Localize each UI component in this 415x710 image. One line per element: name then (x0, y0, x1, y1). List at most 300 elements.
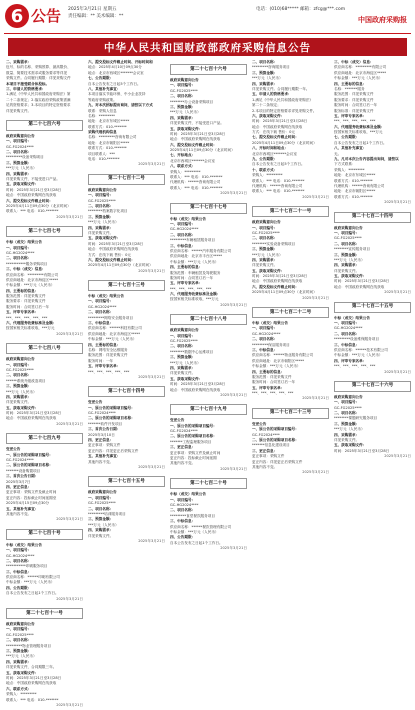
notice-line: 一、项目编号： (170, 83, 196, 88)
notice-line: 中标（成交）结果公告 (6, 542, 42, 547)
notice-line: 自本公告发布之日起5个工作日。 (88, 81, 141, 86)
notice-line: 2025年4月15日09点30分 (6, 501, 50, 506)
notice-line: ***、***、***、***、*** (252, 391, 294, 396)
notice-line: ***、***、***、***、*** (334, 364, 376, 369)
notice-line: 地点：中国政府采购网在线获取 (252, 279, 303, 284)
notice-line: 供应商名称：******汽车服务有限公司 (170, 248, 232, 253)
notice-line: 四、采购需求： (6, 394, 32, 399)
notice-line: 2025年3月21日 (384, 454, 411, 459)
notice-line: 三、预算金额： (170, 355, 196, 360)
notice-line: 2025年3月21日 (56, 331, 83, 336)
notice-line: 一、项目编号： (6, 548, 32, 553)
notice-line: 地址：北京市朝阳区***** (334, 189, 376, 194)
notice-line: 2025年4月11日09点30分（北京时间） (170, 148, 235, 153)
notice-line: 六、代理服务收费标准及金额： (334, 124, 385, 129)
notice-title: 第二十七百二十一号 (252, 206, 329, 217)
notice-block (252, 408, 329, 478)
contact-info: 电话：(010)68***** 邮箱：zfcg@***.com (256, 7, 346, 12)
notice-line: 八、联系方式： (170, 164, 196, 169)
notice-line: 一、项目编号： (334, 400, 360, 405)
notice-line: 代理机构：******咨询有限公司 (170, 180, 221, 185)
notice-line: ***万元（人民币） (334, 427, 365, 432)
notice-line: GC-FG2025**** (170, 339, 198, 344)
notice-line: 地点：中国政府采购网在线获取 (6, 681, 57, 686)
notice-line: 详见采购文件。 (88, 533, 114, 538)
notice-line: 二、项目名称： (170, 232, 196, 237)
notice-line: 联系人：*** 电话：010-******* (170, 185, 223, 190)
notice-block (6, 433, 83, 524)
notice-line: 电话：010-******* (88, 157, 120, 162)
notice-line: 时间：2025年3月21日至3月28日 (6, 187, 62, 192)
notice-line: 方式：在线下载 售价：0元 (252, 130, 295, 135)
notice-line: 更正内容：详见更正后采购文件 (88, 448, 139, 453)
notice-line: 方式：在线下载 售价：0元 (88, 252, 131, 257)
notice-block (6, 120, 83, 222)
notice-line: 四、公告期限： (6, 585, 32, 590)
notice-line: 时间：2025年3月21日至3月28日 (170, 382, 226, 387)
notice-title: 第二十七百十七号 (170, 203, 247, 214)
notice-title: 第二十七百十五号 (88, 476, 165, 487)
notice-line: 二、项目名称： (252, 60, 278, 64)
notice-line: 2025年4月11日09点30分（北京时间） (252, 140, 317, 145)
notice-line: 四、更正信息： (6, 485, 32, 489)
notice-line: 中标金额：***万元（人民币） (252, 364, 301, 369)
notice-line: 一、项目编号： (6, 362, 32, 367)
notice-line: 供应商名称：*********有限公司 (334, 65, 387, 70)
notice-line: GC-HG2024**** (170, 227, 199, 232)
notice-column (334, 60, 411, 710)
notice-line: 二、项目名称： (88, 310, 114, 315)
notice-title: 第二十七百二十号 (170, 478, 247, 489)
notice-line: 二、采购需求： (6, 60, 32, 64)
notice-line: 2025年3月21日 (138, 268, 165, 273)
notice-line: ***万元（人民币） (252, 252, 283, 257)
notice-line: 二、项目名称： (170, 344, 196, 349)
notice-title: 第二十七百十六号 (170, 64, 247, 75)
notice-line: 采购人：********* (6, 692, 37, 697)
notice-line: 三、中标信息： (88, 321, 114, 326)
notice-block (88, 280, 165, 382)
notice-line: 更正事项：采购文件 (252, 454, 285, 459)
notice-block (170, 314, 247, 400)
notice-line: 五、获取采购文件： (6, 670, 39, 675)
notice-line: 一、项目编号： (88, 299, 114, 304)
notice-line: 二、项目名称： (6, 373, 32, 378)
notice-line: 七、提交投标文件截止时间： (252, 135, 299, 140)
notice-line: 1.满足《中华人民共和国政府采购法》 (252, 97, 313, 102)
notice-line: ***********服务采购项目 (6, 261, 48, 266)
notice-line: 四、主要标的信息： (252, 369, 285, 374)
notice-line: 五、获取采购文件： (6, 182, 39, 187)
notice-line: 四、采购需求： (334, 432, 360, 437)
notice-line: 联系方式：010-******* (334, 178, 373, 183)
notice-line: 2025年3月21日 (56, 596, 83, 601)
notice-line: 政府采购意向公告 (334, 394, 363, 399)
notice-line: *********网络安全服务项目 (88, 315, 133, 320)
notice-line: 采购文件。合同履行期限：详见采购文件 (6, 76, 71, 81)
notice-line: 2025年3月21日 (138, 374, 165, 379)
notice-line: 五、申请人的资格要求： (252, 92, 292, 97)
notice-line: 2025年4月11日09点30分（北京时间） (6, 203, 71, 208)
notice-line: GC-HG2024**** (6, 250, 35, 255)
notice-line: 二、项目名称： (170, 508, 196, 513)
notice-line: 一、项目编号： (170, 333, 196, 338)
notice-line: 供应商名称：*********有限公司 (6, 272, 59, 277)
newspaper-logo: 中国政府采购报 (358, 15, 407, 24)
notice-line: 四、采购需求： (170, 115, 196, 120)
notice-line: 二、项目名称： (6, 638, 32, 643)
notice-line: 详见采购文件。 (88, 230, 114, 235)
notice-line: 一、项目编号： (170, 497, 196, 502)
notice-line: 名称：网络安全运维服务 (88, 347, 128, 352)
notice-line: 六、提交投标文件截止时间： (88, 257, 135, 262)
notice-line: 供应商名称：******餐饮管理有限公司 (170, 524, 232, 529)
notice-line: 服务标准：详见采购文件 (334, 108, 374, 113)
notice-line: 七、公告期限： (334, 135, 360, 140)
notice-line: 地点：中国政府采购网在线获取 (170, 137, 221, 142)
notice-line: *******软件开发项目 (88, 421, 123, 426)
notice-line: 服务时间：合同签订后一年 (170, 275, 214, 280)
notice-title: 第二十七百十八号 (170, 314, 247, 325)
notice-line: ***、***、***、***、*** (88, 369, 130, 374)
notice-line: 采购人：********* (170, 169, 201, 174)
notice-line: 一、原公告的采购项目编号： (170, 423, 217, 428)
notice-line: 五、获取采购文件： (252, 268, 285, 273)
notice-line: 服务要求：详见采购文件 (6, 299, 46, 304)
notice-line: GC-FG2024**** (6, 458, 34, 463)
notice-line: 二、项目名称： (252, 236, 278, 241)
editor-credits: 责任编辑：** 美术编辑：** (68, 14, 124, 19)
notice-line: 中标金额：***万元（人民币） (334, 353, 383, 358)
notice-line: *********食堂餐饮服务项目 (170, 513, 215, 518)
notice-line: 三、预算金额： (88, 214, 114, 219)
notice-line: 更正事项：采购文件及截止时间 (170, 450, 221, 455)
notice-line: 采购人：********* (252, 173, 283, 178)
notice-line: 等政府采购政策。 (88, 97, 117, 102)
notice-block (334, 60, 411, 208)
notice-line: 其他内容不变。 (88, 459, 114, 464)
notice-line: 联系人：*** 电话：010-******* (6, 209, 59, 214)
notice-line: 详见采购文件。 (6, 400, 32, 405)
notice-line: 服务范围：详见采购文件 (88, 353, 128, 358)
notice-line: 二、项目名称： (6, 558, 32, 563)
notice-line: 2025年3月21日 (384, 369, 411, 374)
notice-line: 中标金额：***万元（人民币） (334, 76, 383, 81)
notice-line: 服务时间：合同签订后一年 (334, 103, 378, 108)
notice-block (88, 174, 165, 276)
notice-line: 供应商地址：北京市海淀区***** (88, 331, 141, 336)
notice-line: 地点：中国政府采购网在线获取 (6, 193, 57, 198)
notice-line: 五、获取采购文件： (334, 274, 367, 279)
notice-line: 九、凡对本次公告内容提出询问，请按以 (334, 157, 399, 162)
notice-line: 2025年3月21日 (384, 290, 411, 295)
notice-line: 联系方式：010-******* (88, 124, 127, 129)
notice-line: 2025年3月21日 (138, 465, 165, 469)
notice-line: 自本公告发布之日起1个工作日。 (334, 140, 387, 145)
notice-line: 北京市西城区*******会议室 (170, 158, 215, 163)
notice-line: ***万元（人民币） (170, 110, 201, 115)
notice-block (6, 60, 83, 116)
notice-line: 政府采购意向公告 (334, 225, 363, 230)
notice-line: 自本公告发布之日起1个工作日。 (170, 540, 223, 545)
notice-line: 六、代理服务收费标准及金额： (6, 321, 57, 326)
notice-line: 地点：中国政府采购网在线获取 (334, 284, 385, 289)
notice-line: 地址：北京市朝阳区***** (88, 140, 130, 145)
notice-line: 详见采购文件，不接受进口产品。 (170, 121, 224, 126)
notice-line: 供应商名称：******技术有限公司 (334, 347, 388, 352)
notice-line: 二、项目名称： (6, 256, 32, 261)
notice-line: 更正内容：投标截止时间延期至 (6, 495, 57, 500)
notice-line: 详见采购文件。合同履行期限一年。 (252, 86, 310, 91)
notice-line: 三、预算金额： (6, 160, 32, 165)
notice-line: 一、项目编号： (6, 627, 32, 632)
notice-line: 四、采购需求： (252, 257, 278, 262)
notice-line: 三、中标（成交）信息： (6, 267, 46, 272)
notice-line: 2025年4月11日09点30分（北京时间） (252, 290, 317, 295)
notice-line: 一、原公告的采购项目编号： (6, 452, 53, 457)
notice-title: 第二十七百十号 (6, 529, 83, 540)
notice-line: 供应商名称：******科技有限公司 (88, 326, 142, 331)
notice-line: 地点：中国政府采购网在线获取 (88, 247, 139, 252)
notice-line: 五、获取采购文件： (170, 376, 203, 381)
notice-line: *******工程监理服务项目 (170, 439, 212, 444)
notice-line: 四、采购需求： (88, 528, 114, 533)
notice-line: 二、项目名称： (334, 411, 360, 416)
notice-line: *********培训服务项目 (88, 511, 126, 516)
notice-line: 三、申请人的资格要求： (6, 86, 46, 91)
notice-line: 按国家相关标准收取，***万元 (334, 130, 383, 135)
notice-line: 三、预算金额： (6, 384, 32, 389)
notice-line: GC-HG2024**** (252, 331, 281, 336)
notice-block (88, 386, 165, 472)
notice-block (170, 478, 247, 553)
notice-line: 六、代理服务收费标准及金额： (170, 292, 221, 297)
notice-line: GC-FG2025**** (6, 367, 34, 372)
notice-column (170, 60, 247, 710)
notice-line: 联系人：*** 电话：010-******* (252, 178, 305, 183)
notice-line: 供应商名称：******印刷有限公司 (6, 575, 60, 580)
notice-line: 二、项目名称： (334, 241, 360, 246)
notice-line: GC-FG2025**** (88, 198, 116, 203)
notice-line: GC-HG2024**** (334, 326, 363, 331)
notice-line: 时间：2025年3月21日至3月28日 (334, 448, 390, 453)
notice-line: 联系方式：010-******* (88, 146, 127, 151)
notice-line: 2025年3月7日 (6, 479, 31, 484)
notice-line: 名称：*******服务 (334, 86, 365, 91)
notice-line: 名称：********* (88, 113, 115, 118)
notice-line: 二、项目名称： (6, 150, 32, 155)
notice-line: *******信息化建设项目 (252, 443, 290, 448)
notice-line: 项目联系人：*** (88, 151, 115, 156)
notice-line: 政府采购意向公告 (88, 490, 117, 495)
notice-line: 六、提交投标文件截止时间： (252, 284, 299, 289)
notice-block (6, 226, 83, 339)
notice-line: 供应商地址：北京市朝阳区***** (252, 358, 305, 363)
notice-line: 本项目不接受联合体投标。 (6, 81, 50, 86)
notice-line: 六、提交投标文件截止时间： (170, 142, 217, 147)
notice-line: 2025年3月21日 (220, 191, 247, 196)
notice-line: 时间：2025年3月21日至3月28日 (170, 131, 226, 136)
notice-line: 二、项目名称： (88, 203, 114, 208)
notice-line: 三、中标信息： (6, 569, 32, 574)
notice-line: 五、评审专家名单： (252, 385, 285, 390)
notice-line: 六、获取采购文件： (252, 113, 285, 118)
notice-line: 无。 (334, 151, 342, 156)
notice-line: 自本公告发布之日起5个工作日。 (252, 162, 305, 167)
notice-line: 更正内容：详见更正后采购文件 (252, 459, 303, 464)
notice-line: 五、其他补充事宜： (6, 506, 39, 511)
notice-line: ***、***、***、***、*** (334, 119, 376, 124)
notice-line: ******系统升级改造项目 (6, 378, 46, 383)
notice-line: GC-FG2025**** (88, 501, 116, 506)
notice-line: 四、评审专家名单： (334, 358, 367, 363)
notice-line: GC-FG2024**** (252, 432, 280, 437)
notice-columns (6, 60, 411, 707)
notice-line: 一、项目编号： (252, 326, 278, 331)
notice-line: 2025年3月10日 (88, 432, 115, 437)
notice-line: 2025年3月21日 (220, 302, 247, 307)
notice-line: 2025年3月21日 (220, 466, 247, 471)
notice-block (252, 60, 329, 202)
notice-line: 三、预算金额： (334, 252, 360, 257)
notice-line: *********设备采购项目 (6, 155, 44, 160)
notice-line: 名称：*********咨询有限公司 (88, 135, 137, 140)
notice-line: 二、原公告的采购项目名称： (6, 463, 53, 468)
notice-line: 2025年3月21日 (56, 517, 83, 522)
notice-line: *********咨询服务项目 (252, 65, 290, 70)
notice-line: 按国家相关标准收取，***万元 (6, 326, 55, 331)
notice-line: 四、主要标的信息： (6, 288, 39, 293)
notice-line: 三、更正信息： (170, 445, 196, 450)
notice-line: 足的资格要求；3.本项目的特定资格要求 (6, 103, 71, 108)
notice-block (88, 476, 165, 546)
notice-line: 三、中标信息： (334, 342, 360, 347)
notice-line: 九、公告期限： (252, 157, 278, 162)
notice-line: 中标金额：***万元（人民币） (88, 337, 137, 342)
notice-line: 政府采购意向公告 (170, 78, 199, 82)
notice-line: 四、主要标的信息： (88, 342, 121, 347)
notice-line: *********车辆租赁服务项目 (170, 238, 215, 243)
notice-line: ********宣传服务项目 (334, 247, 370, 252)
notice-line: 地点：北京市西城区*******会议室 (88, 70, 144, 75)
notice-line: 七、开标地点： (170, 153, 196, 158)
notice-line: 2025年3月21日 (302, 396, 329, 401)
notice-line: 供应商名称：******物业服务有限公司 (252, 353, 314, 358)
section-title: 公告 (31, 7, 62, 25)
notice-line: 服务范围：详见采购文件 (6, 294, 46, 299)
notice-line: 服务范围：车辆租赁及驾驶服务 (170, 270, 221, 275)
notice-line: 四、采购需求： (88, 225, 114, 230)
notice-block (88, 60, 165, 170)
notice-line: ***万元（人民币） (334, 257, 365, 262)
notice-line: GC-FG2025**** (6, 632, 34, 637)
notice-line: 2025年3月21日 (302, 470, 329, 475)
notice-line: 2025年4月11日09点30分（北京时间） (88, 263, 153, 268)
notice-line: 九、对本次招标提出询问，请按以下方式 (88, 103, 153, 108)
notice-line: GC-FG2025**** (252, 230, 280, 235)
notice-column (6, 60, 83, 710)
notice-line: 中标金额：***万元（人民币） (170, 529, 219, 534)
notice-line: 时间：2025年3月21日至3月28日 (88, 241, 144, 246)
notice-line: 2025年3月21日 (56, 702, 83, 707)
notice-line: 服务要求：详见采购文件 (334, 97, 374, 102)
notice-line: ***、***、***、***、*** (170, 286, 212, 291)
notice-block (252, 307, 329, 404)
notice-title: 第二十七百二十六号 (334, 381, 411, 392)
notice-title: 第二十七百二十三号 (252, 408, 329, 419)
notice-title: 第二十七百十一号 (6, 608, 83, 619)
notice-block (170, 64, 247, 199)
notice-line: 详见采购文件。 (6, 108, 32, 113)
notice-line: 四、公告期限： (170, 535, 196, 540)
notice-line: 变更公告 (88, 400, 103, 405)
notice-line: 地点：中国政府采购网在线获取 (252, 124, 303, 129)
notice-line: 北京市西城区*******会议室 (252, 151, 297, 156)
notice-line: ***万元（人民币） (6, 389, 37, 394)
notice-line: 三、首次公告日期： (88, 427, 121, 432)
notice-line: ********档案数字化项目 (88, 209, 128, 214)
notice-line: GC-FG2025**** (170, 88, 198, 93)
notice-line: 服务范围：详见采购文件 (252, 374, 292, 379)
notice-line: GC-HG2024**** (170, 503, 199, 507)
notice-line: 中标金额：***万元（人民币） (6, 580, 55, 585)
notice-line: 地址：北京市东城区***** (88, 119, 130, 124)
notice-line: ***万元（人民币） (252, 76, 283, 81)
notice-line: 一、项目编号： (170, 221, 196, 226)
notice-line: 政府采购意向公告 (252, 220, 281, 225)
notice-block (6, 608, 83, 710)
notice-line: ***万元（人民币） (170, 360, 201, 365)
notice-line: ***万元（人民币） (88, 220, 119, 225)
notice-title: 第二十七百二十二号 (252, 307, 329, 318)
notice-line: 中标（成交）结果公告 (170, 492, 206, 497)
notice-block (170, 404, 247, 474)
notice-block (170, 203, 247, 311)
notice-block (334, 302, 411, 377)
notice-line: 三、预算金额： (6, 648, 32, 653)
notice-line: 2025年3月21日 (384, 200, 411, 205)
notice-line: 二十二条规定；2.落实政府采购政策需满 (6, 97, 71, 102)
notice-line: 中标（成交）结果公告 (88, 294, 124, 299)
notice-line: 地点：中国政府采购网在线获取 (6, 416, 57, 421)
notice-line: 政府采购意向公告 (6, 133, 35, 138)
notice-block (6, 343, 83, 429)
issue-date: 2025年3月21日 星期五 (68, 7, 117, 12)
notice-line: 代理机构：******咨询有限公司 (252, 183, 303, 188)
notice-line: 四、采购需求： (252, 81, 278, 86)
notice-line: 中标（成交）结果公告 (334, 315, 370, 320)
notice-line: 二、原公告的采购项目名称： (88, 416, 135, 421)
notice-line: GC-FG2024**** (170, 429, 198, 434)
notice-line: 五、获取采购文件： (88, 236, 121, 241)
notice-line: 时间：2025年3月21日至3月28日 (6, 675, 62, 680)
notice-line: ********课题研究服务项目 (334, 416, 378, 421)
notice-line: 服务时间：一年 (88, 358, 114, 363)
masthead-rule (4, 33, 411, 34)
notice-line: GC-HG2024**** (88, 304, 117, 309)
notice-line: 详见采购文件，不接受进口产品。 (6, 177, 60, 182)
notice-line: 六、提交投标文件截止时间： (6, 198, 53, 203)
notice-line: 采购人：********* (334, 167, 365, 172)
notice-line: 六、联系方式： (6, 686, 32, 691)
notice-block (334, 381, 411, 462)
notice-line: 三、中标（成交）信息： (334, 60, 374, 64)
notice-title: 第二十七百十九号 (170, 404, 247, 415)
notice-line: 供应商地址：北京市海淀区***** (6, 277, 59, 282)
notice-block (334, 212, 411, 298)
notice-line: 四、主要标的信息： (334, 81, 367, 86)
notice-line: 联系：采购人信息 (88, 108, 117, 113)
